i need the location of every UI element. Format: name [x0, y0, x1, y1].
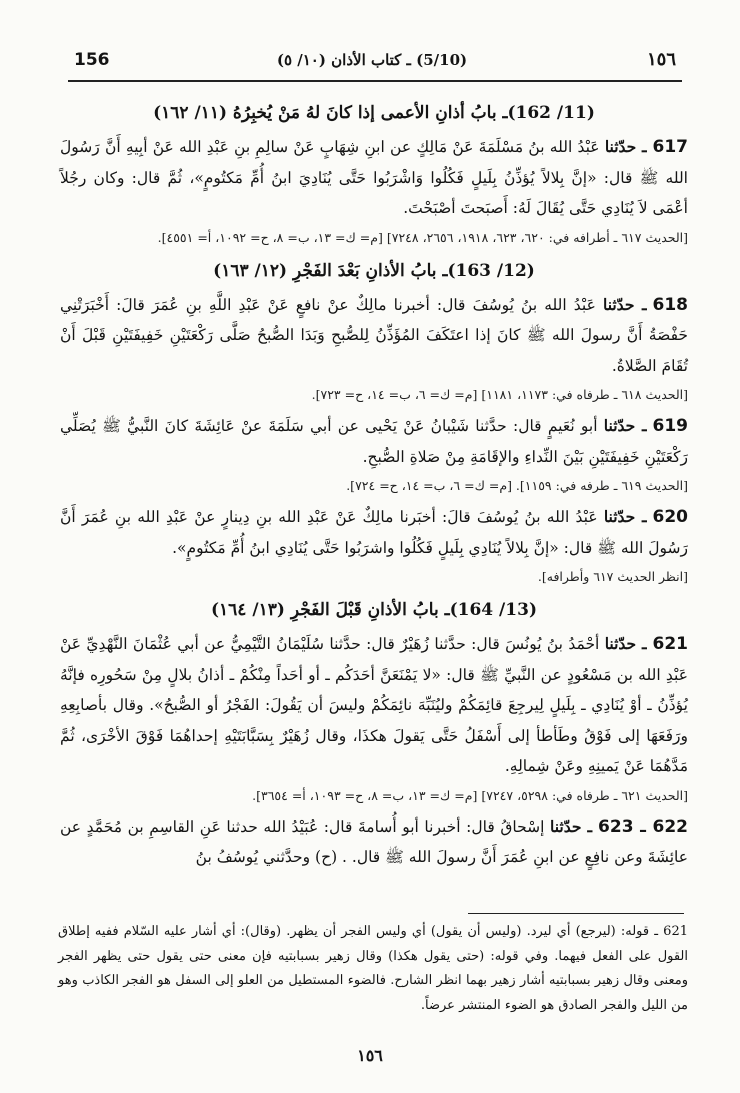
- haddathana-label: ـ حدّثنا: [604, 634, 647, 653]
- hadith-reference: [انظر الحديث ٦١٧ وأطرافه].: [537, 569, 688, 584]
- hadith-622-623: [60, 812, 688, 873]
- hadith-618: [60, 290, 688, 382]
- hadith-number: 621: [652, 634, 689, 654]
- hadith-620: [60, 502, 688, 563]
- running-title: (5/10) ـ كتاب الأذان (١٠/ ٥): [276, 51, 468, 69]
- hadith-number: 618: [652, 294, 689, 315]
- hadith-number: 619: [652, 416, 688, 436]
- hadith-reference: [الحديث ٦٢١ ـ طرفاه في: ٥٢٩٨، ٧٢٤٧] [م= ك= ١٣، ب= ٨، ح= ١٠٩٣، أ= ٣٦٥٤].: [252, 787, 688, 803]
- hadith-number: 622 ـ 623: [598, 816, 688, 837]
- hadith-reference: [الحديث ٦١٩ ـ طرفه في: ١١٥٩]. [م= ك= ٦، ب= ١٤، ح= ٧٢٤].: [346, 478, 688, 493]
- haddathana-label: ـ حدّثنا: [550, 816, 593, 836]
- hadith-text: عَبْدُ الله بنُ يُوسُفَ قالَ: أخبَرنا مالِكٌ عَنْ عَبْدِ الله بنِ دِينارٍ عنْ عَبْدِ الله بنِ عُمَرَ أَنَّ رَسُولَ الله ﷺ قال: «إنَّ بِلالاً يُنَادِي بِلَيلٍ فَكُلُوا واشرَبُوا حَتَّى يُنَادِي ابنُ أُمِّ مَكتُومٍ».: [60, 508, 688, 557]
- haddathana-label: ـ حدّثنا: [603, 507, 647, 526]
- hadith-621: [60, 629, 688, 782]
- page-number-latin: 156: [74, 50, 110, 70]
- footnote: 621 ـ قوله: (ليرجع) أي ليرد. (وليس أن يقول) أي وليس الفجر أن يظهر. (وقال): أي أشار عليه السّلام ففيه إطلاق القول على الفعل فيهما. وفي قوله: (حتى يقول هكذا) وقال زهير بسبابتيه فإن معنى حتى يقول حتى يظهر الفجر ومعنى وقال زهير بسبابتيه أشار زهير بهما انظر الشارح. فالضوء المستطيل من العلو إلى السفل هو الفجر الكاذب وهو من الليل والفجر الصادق هو الضوء المنتشر عرضاً.: [58, 924, 688, 1013]
- haddathana-label: ـ حدّثنا: [604, 137, 647, 156]
- page-number-arabic: ١٥٦: [646, 49, 676, 70]
- footer-page-number: ١٥٦: [357, 1046, 383, 1065]
- haddathana-label: ـ حدّثنا: [602, 294, 647, 314]
- running-header: [62, 48, 682, 76]
- hadith-text: أبو نُعَيمٍ قال: حدَّثنا شَيْبانُ عَنْ يَحْيى عن أبي سَلَمَةَ عنْ عَائِشَةَ كانَ النَّبيُّ ﷺ يُصَلِّي رَكْعَتَيْنِ خَفِيفَتَيْنِ بَيْنَ النِّداءِ والإقَامَةِ مِنْ صَلاةِ الصُّبحِ.: [60, 417, 688, 466]
- hadith-text: إسْحاقُ قال: أخبرنا أبو أُسامةَ قال: عُبَيْدُ الله حدثنا عَنِ القاسِمِ بن مُحَمَّدٍ عن عائِشَةَ وعن نافِعٍ عن ابنِ عُمَرَ أَنَّ رسولَ الله ﷺ قال. . (ح) وحدَّثني يُوسُفُ بنُ: [60, 817, 688, 866]
- hadith-text: أحْمَدُ بنُ يُونُسَ قال: حدَّثنا زُهَيْرٌ قال: حدَّثنا سُلَيْمَانُ التَّيْمِيُّ عن أبي عُثْمَانَ النَّهْدِيِّ عَنْ عَبْدِ الله بن مَسْعُودٍ عن النَّبيِّ ﷺ قال: «لا يَمْنَعَنَّ أحَدَكُم ـ أو أحَداً مِنْكُمْ ـ أذانُ بلالٍ مِنْ سَحُورِه فإنَّهُ يُؤذِّنُ ـ أوْ يُنَادِي ـ بِلَيلٍ لِيرجِعَ قائِمَكُمْ وليُنَبِّهَ نائِمَكُمْ وليسَ أن يَقُولَ: الفَجْرُ أو الصُّبحُ». وقال بأصابِعِهِ ورَفَعَهَا إلى فَوْقُ وطَأطأ إلى أَسْفَلُ حَتَّى يَقولَ هكذَا، وقال زُهَيْرٌ بِسَبَّابَتَيْهِ إحداهُمَا فَوْقَ الأخْرَى، ثُمَّ مَدَّهُمَا عَنْ يَمينِهِ وعَنْ شِمالِهِ.: [60, 635, 688, 775]
- hadith-619: [60, 411, 688, 472]
- hadith-text: عَبْدُ الله بنُ مَسْلَمَةَ عَنْ مَالِكٍ عن ابنِ شِهَابٍ عَنْ سالِمِ بنِ عَبْدِ الله عَنْ أبِيهِ أَنَّ رَسُولَ الله ﷺ قال: «إنَّ بِلالاً يُؤذِّنُ بِلَيلٍ فَكُلُوا وَاشْرَبُوا حَتَّى يُنَادِيَ ابنُ أُمِّ مَكتُومٍ»، ثُمَّ قال: وكان رجُلاً أعْمَى لاَ يُنَادِي حَتَّى يُقَالَ لَهُ: أَصبَحتَ أصْبَحْتَ.: [60, 138, 688, 217]
- hadith-number: 617: [652, 137, 688, 157]
- hadith-617: [60, 132, 688, 224]
- header-divider: [68, 80, 682, 82]
- hadith-reference: [الحديث ٦١٨ ـ طرفاه في: ١١٧٣، ١١٨١] [م= ك= ٦، ب= ١٤، ح= ٧٢٣].: [311, 387, 688, 402]
- hadith-number: 620: [652, 507, 688, 527]
- hadith-text: عَبْدُ الله بنُ يُوسُفَ قال: أخبرنا مالِكٌ عنْ نافعٍ عَنْ عَبْدِ اللَّهِ بنِ عُمَرَ قالَ: أَخْبَرَتْنِي حَفْصَةُ أَنَّ رسولَ الله ﷺ كانَ إذا اعتَكَفَ المُؤَذِّنُ لِلصُّبحِ وَبَدَا الصُّبحُ صَلَّى رَكْعَتَيْنِ خَفِيفَتَيْنِ قَبْلَ أَنْ تُقَامَ الصَّلاةُ.: [60, 295, 688, 375]
- footnote-divider: [468, 913, 684, 914]
- hadith-reference: [الحديث ٦١٧ ـ أطرافه في: ٦٢٠، ٦٢٣، ١٩١٨، ٢٦٥٦، ٧٢٤٨] [م= ك= ١٣، ب= ٨، ح= ١٠٩٢، أ= ٤٥٥١].: [157, 229, 688, 245]
- chapter-heading: (13/ 164)ـ بابُ الأذانِ قَبْلَ الفَجْرِ (١٣/ ١٦٤): [211, 600, 537, 620]
- haddathana-label: ـ حدّثنا: [603, 416, 647, 435]
- chapter-heading: (12/ 163)ـ بابُ الأذانِ بَعْدَ الفَجْرِ (١٢/ ١٦٣): [213, 260, 535, 281]
- chapter-heading: (11/ 162)ـ بابُ أذانِ الأعمى إذا كانَ لهُ مَنْ يُخبِرُهُ (١١/ ١٦٢): [153, 103, 595, 123]
- main-text: [60, 96, 688, 877]
